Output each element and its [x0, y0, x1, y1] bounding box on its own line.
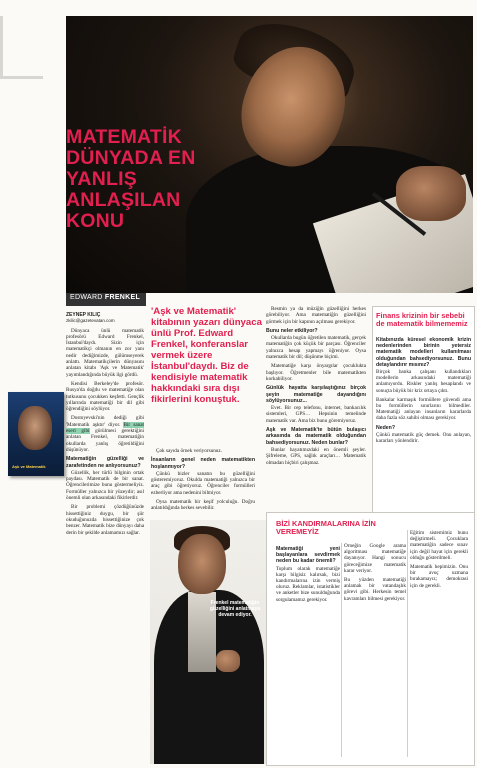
- paragraph: Matematik hepimizin. Onu bir avuç uzmana bırakamayız; demokrasi için de gerekli.: [410, 564, 468, 589]
- portrait-head: [178, 534, 226, 594]
- headline-line: ANLAŞILAN: [66, 189, 181, 211]
- sidebar-title: Finans krizinin bir sebebi de matematik bilmememiz: [376, 311, 468, 329]
- paragraph: Bunlar hayatımızdaki en önemli şeyler. Şifreleme, GPS, sağlık araçları… Matematik olmadan hiçbiri çalışmaz.: [266, 446, 366, 466]
- question-heading: Matematiğin güzelliği ve zarafetinden ne anlıyorsunuz?: [66, 456, 144, 469]
- question-heading: Günlük hayatta karşılaştığınız birçok şeyin matematiğe dayandığını söylüyorsunuz...: [266, 385, 366, 404]
- paragraph: Bir problemi çözdüğünüzde hissettiğiniz duygu, bir şiir okuduğunuzda hissettiğinize çok benzer. Matematik bize dünyayı daha derin bir şekilde anlamamızı sağlar.: [66, 504, 144, 536]
- paragraph: Eğitim sistemimiz bunu değiştirmeli. Çocuklara matematiğin sadece sınav için değil hayat için gerekli olduğu gösterilmeli.: [410, 530, 468, 561]
- headline: [66, 127, 266, 232]
- column-divider: [407, 530, 408, 757]
- paragraph: [66, 415, 144, 453]
- paragraph: Evet. Bir cep telefonu, internet, bankacılık sistemleri, GPS… Hepsinin temelinde matematik var. Ama biz bunu göremiyoruz.: [266, 405, 366, 424]
- pull-quote: 'Aşk ve Matematik' kitabının yazarı dünyaca ünlü Prof. Edward Frenkel, konferanslar vermek üzere İstanbul'daydı. Biz de kendisiyle matematik hakkındaki sıra dışı fikirlerini konuştuk.: [151, 306, 262, 405]
- corner-rule: [0, 16, 43, 79]
- byline-bar: [66, 293, 146, 306]
- article-column-3: [266, 306, 366, 512]
- paragraph: Kendisi Berkeley'de profesör. Rusya'da doğdu ve matematiğe olan tutkusunu çocukken keşfetti. Gençlik yıllarında matematiği bir dil gibi öğrendiğini söylüyor.: [66, 380, 144, 413]
- question-heading: Aşk ve Matematik'te bütün bulaşıcı arkasında da matematik olduğundan bahsediyorsunuz. Neden bunlar?: [266, 427, 366, 446]
- sidebar-title: BİZİ KANDIRMALARINA İZİN VEREMEYİZ: [276, 519, 376, 537]
- sidebar-column: [410, 530, 468, 758]
- headline-line: YANLIŞ: [66, 168, 137, 190]
- paragraph: Birçok banka çalışanı kullandıkları modellerin arkasındaki matematiği anlamıyordu. Riskler yanlış hesaplandı ve sonuçta büyük bir kriz ortaya çıktı.: [376, 369, 471, 394]
- article-column-2: [151, 448, 255, 515]
- paragraph: Güzellik, her türlü bilginin ortak paydası. Matematik de bir sanat. Öğrencilerimize bunu göstermeliyiz. Formüller yalnızca bir yüzeydir; asıl önemli olan arkasındaki fikirlerdir.: [66, 469, 144, 502]
- paragraph: Bankalar karmaşık formüllere güvendi ama bu formüllerin sınırlarını bilmediler. Matematiği anlayan insanların kararlarda daha fazla söz sahibi olması gerekiyor.: [376, 396, 471, 422]
- portrait-hand: [216, 650, 240, 672]
- highlighted-text: Bir sanat eseri gibi: [66, 421, 144, 435]
- paragraph: Resmin ya da müziğin güzelliğini herkes görebiliyor. Ama matematiğin güzelliğini görmek için bir kapının açılması gerekiyor.: [266, 306, 366, 325]
- byline-last: FRENKEL: [104, 294, 141, 301]
- question-heading: Matematiği yeni başlayanlara sevdirmek neden bu kadar önemli?: [276, 546, 340, 565]
- paragraph: Örneğin Google arama algoritması matematiğe dayanıyor. Hangi sonucu göreceğimize matematik karar veriyor.: [344, 543, 406, 574]
- question-heading: Kitabınızda küresel ekonomik krizin nedenlerinden birinin yetersiz matematik modelleri kullanılması olduğundan bahsediyorsunuz. Bunu detaylandırır mısınız?: [376, 337, 471, 368]
- paragraph: Dünyaca ünlü matematik profesörü Edward Frenkel, İstanbul'daydı. Sizin için matematikçi olmanın en zor yanı nedir dediğimizde, gülümseyerek anlattı. Matematikçilerin dünyasını anlatan kitabı 'Aşk ve Matematik' yayımlandığında büyük ilgi gördü.: [66, 327, 144, 378]
- photo-caption: Frenkel matematiğin güzelliğini anlatmaya devam ediyor.: [209, 600, 261, 618]
- question-heading: İnsanların genel neden matematikten hoşlanmıyor?: [151, 457, 255, 470]
- book-cover-face: [18, 406, 52, 450]
- question-heading: Bunu neler etkiliyor?: [266, 327, 318, 334]
- paragraph: Çok sayıda örnek veriyorsunuz.: [156, 448, 222, 454]
- column-divider: [341, 543, 342, 757]
- sidebar-column: [276, 543, 340, 759]
- byline-first: EDWARD: [70, 294, 103, 301]
- sidebar-column: [344, 543, 406, 759]
- headline-line: DÜNYADA EN: [66, 147, 196, 169]
- paragraph: Bu yüzden matematiği anlamak bir vatandaşlık görevi gibi. Herkesin temel kavramları bilmesi gerekiyor.: [344, 577, 406, 602]
- paragraph: Çünkü bizler sanatın bu güzelliğini gösteremiyoruz. Okulda matematiği yalnızca bir araç gibi öğretiyoruz. Öğrenciler formülleri ezberliyor ama nedenini bilmiyor.: [151, 470, 255, 496]
- paragraph: Toplum olarak matematiğe karşı bilgisiz kalırsak, bizi kandırmalarına izin vermiş oluruz. Reklamlar, istatistikler ve anketler bize sunulduğunda sorgulamamız gerekiyor.: [276, 565, 340, 603]
- paragraph: Okullarda bugün öğretilen matematik, gerçek matematiğin çok küçük bir parçası. Öğrenciler yalnızca hesap yapmayı öğreniyor. Oysa matematik bir dil; düşünme biçimi.: [266, 335, 366, 361]
- headline-line: MATEMATİK: [66, 126, 182, 148]
- portrait-photo: [150, 520, 268, 764]
- headline-line: KONU: [66, 210, 125, 232]
- photo-hand: [396, 166, 466, 221]
- paragraph: Oysa matematik bir keşif yolculuğu. Doğru anlatıldığında herkes sevebilir.: [151, 499, 255, 512]
- paragraph-text: Dostoyevski'nin dediği gibi 'Matematik aşktır' diyor.: [66, 415, 144, 428]
- article-column-1: [66, 312, 144, 539]
- paragraph-text: görülmesi gerektiğini anlatan Frenkel, matematiğin okullarda yanlış öğretildiğini düşünüyor.: [66, 428, 144, 453]
- paragraph: Matematiğe karşı önyargılar çocuklukta başlıyor. Öğretmenler bile matematikten korkabiliyor.: [266, 363, 366, 382]
- book-title: Aşk ve Matematik: [12, 464, 46, 470]
- paragraph: Çünkü matematik güç demek. Onu anlayan, kararları yönlendirir.: [376, 431, 471, 445]
- book-cover: [8, 392, 64, 476]
- author-email: zkilic@gazetevatan.com: [66, 318, 115, 324]
- author-name: ZEYNEP KILIÇ: [66, 312, 101, 318]
- question-heading: Neden?: [376, 424, 396, 431]
